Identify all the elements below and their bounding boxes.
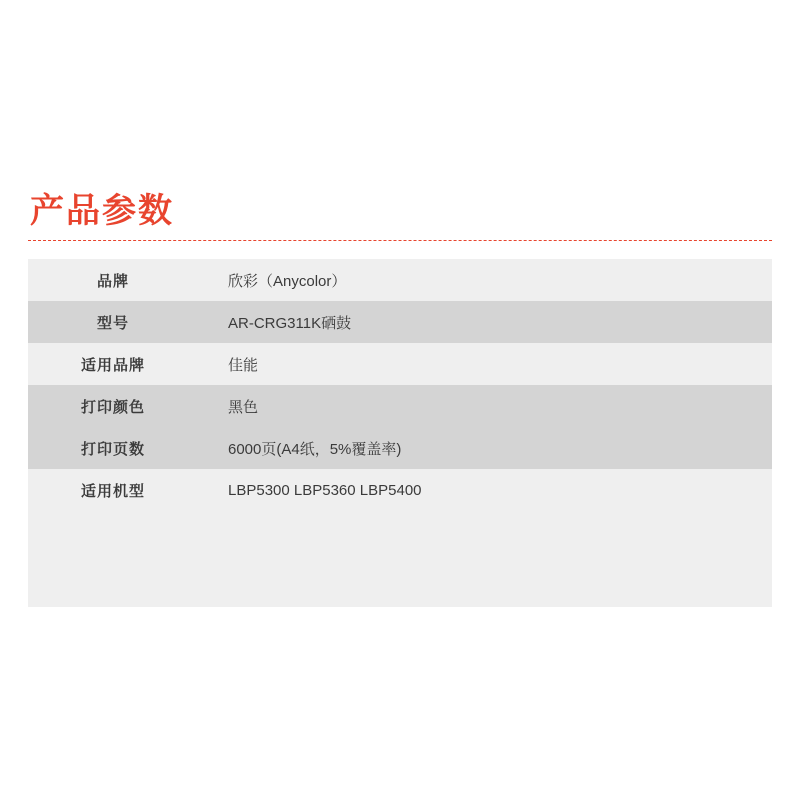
spec-value: 佳能 — [228, 356, 259, 374]
table-row — [28, 343, 772, 385]
table-row — [28, 385, 772, 427]
spec-label: 品牌 — [96, 272, 129, 290]
spec-value: LBP5300 LBP5360 LBP5400 — [228, 481, 422, 499]
spec-label: 打印页数 — [80, 440, 145, 458]
spec-label: 型号 — [96, 314, 129, 332]
spec-label: 适用机型 — [80, 482, 145, 500]
spec-value: 欣彩（Anycolor） — [228, 272, 347, 290]
page-title: 产品参数 — [30, 192, 174, 230]
spec-value: 黑色 — [228, 398, 259, 416]
spec-table-filler — [28, 511, 772, 607]
spec-table — [28, 259, 772, 511]
table-row — [28, 301, 772, 343]
spec-table-body — [28, 259, 772, 511]
spec-label: 打印颜色 — [80, 398, 145, 416]
spec-section — [28, 190, 772, 607]
title-divider — [28, 240, 772, 241]
table-row — [28, 469, 772, 511]
table-row — [28, 427, 772, 469]
spec-label: 适用品牌 — [80, 356, 145, 374]
table-row — [28, 259, 772, 301]
spec-value: 6000页(A4纸，5%覆盖率) — [228, 440, 402, 458]
spec-value: AR-CRG311K硒鼓 — [228, 314, 352, 332]
